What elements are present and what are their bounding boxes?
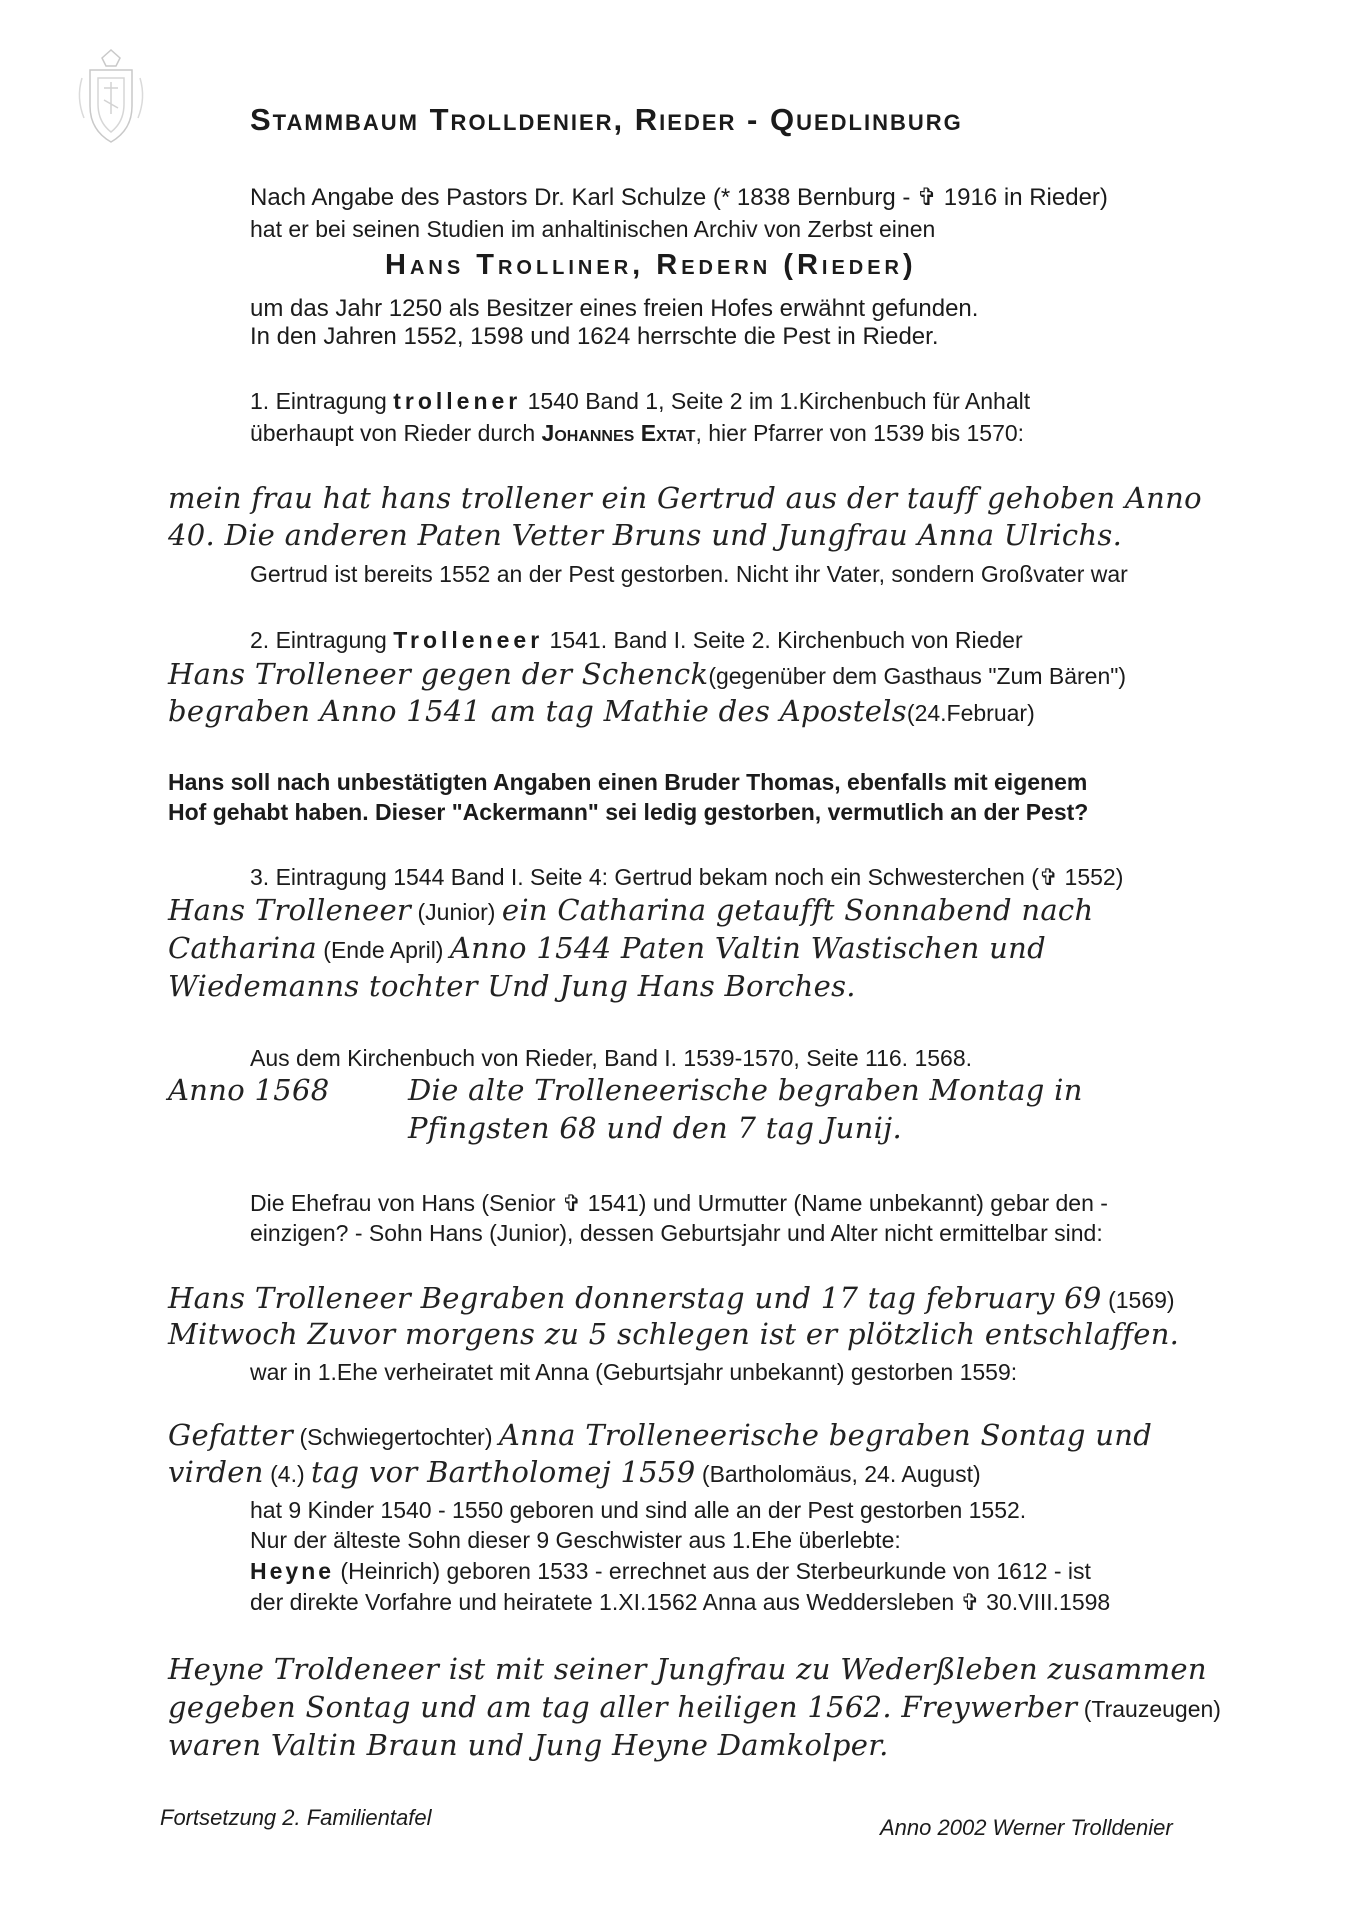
entry-4-anno: Anno 1568 bbox=[168, 1073, 330, 1107]
entry-3-handwriting-3: Wiedemanns tochter Und Jung Hans Borches. bbox=[168, 969, 856, 1003]
entry-6-text-4: der direkte Vorfahre und heiratete 1.XI.1562 Anna aus Weddersleben ✞ 30.VIII.1598 bbox=[250, 1589, 1111, 1615]
entry-5-gloss-1: (1569) bbox=[1101, 1287, 1175, 1313]
entry-3-handwriting-1a: Hans Trolleneer bbox=[168, 893, 412, 927]
entry-6-gloss-2d: (Bartholomäus, 24. August) bbox=[695, 1461, 981, 1487]
entry-3-gloss-1: (Junior) bbox=[411, 899, 502, 925]
entry-6-text-3-rest: (Heinrich) geboren 1533 - errechnet aus der Sterbeurkunde von 1612 - ist bbox=[334, 1558, 1091, 1584]
entry-1-word: trollener bbox=[393, 388, 522, 414]
entry-6-handwriting-2a: virden bbox=[168, 1455, 264, 1489]
intro-line-1: Nach Angabe des Pastors Dr. Karl Schulze (* 1838 Bernburg - ✞ 1916 in Rieder) bbox=[250, 184, 1108, 211]
intro-line-3: um das Jahr 1250 als Besitzer eines freien Hofes erwähnt gefunden. bbox=[250, 295, 979, 322]
entry-7-line-2 bbox=[168, 1690, 1221, 1724]
entry-7-handwriting-3: waren Valtin Braun und Jung Heyne Damkolper. bbox=[168, 1728, 889, 1762]
entry-1-handwriting-2: 40. Die anderen Paten Vetter Bruns und Jungfrau Anna Ulrichs. bbox=[168, 518, 1123, 552]
entry-1-note: Gertrud ist bereits 1552 an der Pest gestorben. Nicht ihr Vater, sondern Großvater war bbox=[250, 561, 1128, 587]
entry-5-handwriting-1: Hans Trolleneer Begraben donnerstag und 17 tag february 69 bbox=[168, 1281, 1102, 1315]
entry-1-handwriting-1: mein frau hat hans trollener ein Gertrud aus der tauff gehoben Anno bbox=[168, 481, 1202, 515]
entry-6-text-2: Nur der älteste Sohn dieser 9 Geschwister aus 1.Ehe überlebte: bbox=[250, 1527, 901, 1553]
entry-2-gloss-1: (gegenüber dem Gasthaus "Zum Bären") bbox=[708, 663, 1127, 689]
entry-1-heading bbox=[250, 387, 1030, 415]
brother-note-line-2: Hof gehabt haben. Dieser "Ackermann" sei ledig gestorben, vermutlich an der Pest? bbox=[168, 799, 1089, 825]
entry-2-label: 2. Eintragung bbox=[250, 627, 394, 653]
entry-3-line-2 bbox=[168, 931, 1046, 965]
coat-of-arms-icon bbox=[70, 48, 152, 148]
brother-note-line-1: Hans soll nach unbestätigten Angaben einen Bruder Thomas, ebenfalls mit eigenem bbox=[168, 769, 1088, 795]
entry-3-heading: 3. Eintragung 1544 Band I. Seite 4: Gertrud bekam noch ein Schwesterchen (✞ 1552) bbox=[250, 864, 1124, 890]
pastor-name: Johannes Extat bbox=[541, 420, 696, 446]
entry-3-handwriting-1c: ein Catharina getaufft Sonnabend nach bbox=[501, 893, 1094, 927]
entry-2-source: 1541. Band I. Seite 2. Kirchenbuch von Rieder bbox=[543, 627, 1023, 653]
entry-7-handwriting-2: gegeben Sontag und am tag aller heiligen 1562. Freywerber bbox=[168, 1690, 1078, 1724]
ancestor-name-heading: Hans Trolliner, Redern (Rieder) bbox=[385, 249, 917, 281]
entry-1-source: 1540 Band 1, Seite 2 im 1.Kirchenbuch für Anhalt bbox=[521, 388, 1031, 414]
intro-line-4: In den Jahren 1552, 1598 und 1624 herrschte die Pest in Rieder. bbox=[250, 323, 939, 350]
intro-line-2: hat er bei seinen Studien im anhaltinischen Archiv von Zerbst einen bbox=[250, 216, 936, 242]
entry-2-heading bbox=[250, 626, 1023, 654]
entry-2-line-1 bbox=[168, 657, 1127, 691]
entry-5-note: war in 1.Ehe verheiratet mit Anna (Geburtsjahr unbekannt) gestorben 1559: bbox=[250, 1359, 1018, 1385]
heyne-name: Heyne bbox=[250, 1558, 335, 1584]
entry-6-handwriting-2c: tag vor Bartholomej 1559 bbox=[311, 1455, 696, 1489]
entry-1-pastor-post: , hier Pfarrer von 1539 bis 1570: bbox=[695, 420, 1025, 446]
entry-2-gloss-2: (24.Februar) bbox=[906, 700, 1035, 726]
document-title: Stammbaum Trolldenier, Rieder - Quedlinburg bbox=[250, 102, 963, 137]
entry-6-handwriting-1a: Gefatter bbox=[168, 1418, 294, 1452]
entry-4-handwriting-2: Pfingsten 68 und den 7 tag Junij. bbox=[408, 1111, 902, 1145]
spouse-line-1: Die Ehefrau von Hans (Senior ✞ 1541) und Urmutter (Name unbekannt) gebar den - bbox=[250, 1190, 1108, 1216]
entry-3-line-1 bbox=[168, 893, 1094, 927]
entry-7-gloss-2: (Trauzeugen) bbox=[1077, 1696, 1221, 1722]
entry-1-label: 1. Eintragung bbox=[250, 388, 394, 414]
entry-6-line-2 bbox=[168, 1455, 981, 1489]
entry-5-line-1 bbox=[168, 1281, 1175, 1315]
spouse-line-2: einzigen? - Sohn Hans (Junior), dessen Geburtsjahr und Alter nicht ermittelbar sind: bbox=[250, 1220, 1103, 1246]
footer-right: Anno 2002 Werner Trolldenier bbox=[880, 1815, 1173, 1840]
entry-2-handwriting-1: Hans Trolleneer gegen der Schenck bbox=[168, 657, 709, 691]
entry-3-gloss-2: (Ende April) bbox=[316, 937, 450, 963]
entry-3-handwriting-2a: Catharina bbox=[168, 931, 317, 965]
entry-5-handwriting-2: Mitwoch Zuvor morgens zu 5 schlegen ist er plötzlich entschlaffen. bbox=[168, 1317, 1180, 1351]
footer-left: Fortsetzung 2. Familientafel bbox=[160, 1805, 432, 1830]
entry-6-gloss-1: (Schwiegertochter) bbox=[293, 1424, 499, 1450]
entry-1-pastor-line bbox=[250, 419, 1024, 447]
entry-6-gloss-2: (4.) bbox=[263, 1461, 312, 1487]
entry-6-text-1: hat 9 Kinder 1540 - 1550 geboren und sind alle an der Pest gestorben 1552. bbox=[250, 1497, 1027, 1523]
entry-2-word: Trolleneer bbox=[393, 627, 544, 653]
entry-6-text-3 bbox=[250, 1557, 1091, 1585]
entry-4-heading: Aus dem Kirchenbuch von Rieder, Band I. 1539-1570, Seite 116. 1568. bbox=[250, 1045, 973, 1071]
entry-2-handwriting-2: begraben Anno 1541 am tag Mathie des Apostels bbox=[168, 694, 907, 728]
entry-2-line-2 bbox=[168, 694, 1035, 728]
entry-6-handwriting-1c: Anna Trolleneerische begraben Sontag und bbox=[498, 1418, 1153, 1452]
entry-4-handwriting-1: Die alte Trolleneerische begraben Montag in bbox=[408, 1073, 1083, 1107]
entry-6-line-1 bbox=[168, 1418, 1153, 1452]
entry-7-handwriting-1: Heyne Troldeneer ist mit seiner Jungfrau zu Wederßleben zusammen bbox=[168, 1652, 1207, 1686]
entry-1-pastor-pre: überhaupt von Rieder durch bbox=[250, 420, 542, 446]
entry-3-handwriting-2c: Anno 1544 Paten Valtin Wastischen und bbox=[449, 931, 1046, 965]
